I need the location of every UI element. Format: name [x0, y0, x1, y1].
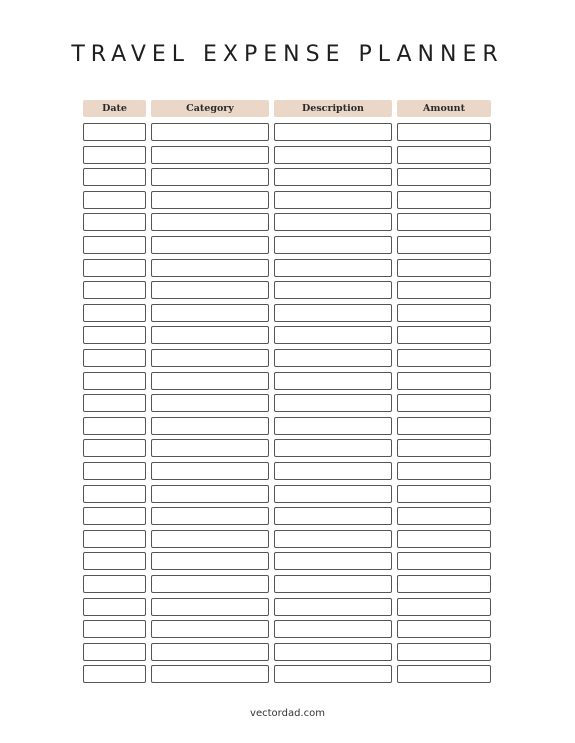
amount-field[interactable] [397, 462, 491, 480]
description-field[interactable] [274, 552, 392, 570]
date-field[interactable] [83, 552, 146, 570]
table-row [0, 575, 575, 593]
category-field[interactable] [151, 168, 269, 186]
amount-field[interactable] [397, 281, 491, 299]
description-field[interactable] [274, 507, 392, 525]
category-field[interactable] [151, 146, 269, 164]
category-field[interactable] [151, 123, 269, 141]
amount-field[interactable] [397, 507, 491, 525]
date-field[interactable] [83, 304, 146, 322]
amount-field[interactable] [397, 146, 491, 164]
table-row [0, 507, 575, 525]
description-field[interactable] [274, 620, 392, 638]
description-field[interactable] [274, 417, 392, 435]
description-field[interactable] [274, 123, 392, 141]
category-field[interactable] [151, 372, 269, 390]
amount-field[interactable] [397, 552, 491, 570]
table-row [0, 372, 575, 390]
description-field[interactable] [274, 439, 392, 457]
amount-field[interactable] [397, 349, 491, 367]
date-field[interactable] [83, 168, 146, 186]
amount-field[interactable] [397, 191, 491, 209]
amount-field[interactable] [397, 530, 491, 548]
column-header-amount: Amount [397, 100, 491, 117]
amount-field[interactable] [397, 304, 491, 322]
date-field[interactable] [83, 259, 146, 277]
description-field[interactable] [274, 259, 392, 277]
date-field[interactable] [83, 372, 146, 390]
table-row [0, 598, 575, 616]
date-field[interactable] [83, 598, 146, 616]
category-field[interactable] [151, 394, 269, 412]
table-row [0, 191, 575, 209]
description-field[interactable] [274, 168, 392, 186]
category-field[interactable] [151, 530, 269, 548]
description-field[interactable] [274, 665, 392, 683]
category-field[interactable] [151, 620, 269, 638]
date-field[interactable] [83, 643, 146, 661]
amount-field[interactable] [397, 575, 491, 593]
date-field[interactable] [83, 575, 146, 593]
date-field[interactable] [83, 620, 146, 638]
date-field[interactable] [83, 123, 146, 141]
category-field[interactable] [151, 213, 269, 231]
table-row [0, 462, 575, 480]
amount-field[interactable] [397, 485, 491, 503]
table-row [0, 304, 575, 322]
date-field[interactable] [83, 417, 146, 435]
description-field[interactable] [274, 394, 392, 412]
category-field[interactable] [151, 191, 269, 209]
table-row [0, 417, 575, 435]
table-row [0, 643, 575, 661]
description-field[interactable] [274, 643, 392, 661]
table-row [0, 123, 575, 141]
description-field[interactable] [274, 146, 392, 164]
category-field[interactable] [151, 349, 269, 367]
category-field[interactable] [151, 326, 269, 344]
date-field[interactable] [83, 462, 146, 480]
description-field[interactable] [274, 191, 392, 209]
amount-field[interactable] [397, 620, 491, 638]
description-field[interactable] [274, 462, 392, 480]
category-field[interactable] [151, 575, 269, 593]
table-header [0, 100, 575, 117]
category-field[interactable] [151, 507, 269, 525]
table-row [0, 439, 575, 457]
table-row [0, 620, 575, 638]
date-field[interactable] [83, 326, 146, 344]
date-field[interactable] [83, 394, 146, 412]
table-row [0, 213, 575, 231]
description-field[interactable] [274, 326, 392, 344]
description-field[interactable] [274, 598, 392, 616]
date-field[interactable] [83, 439, 146, 457]
description-field[interactable] [274, 485, 392, 503]
date-field[interactable] [83, 530, 146, 548]
table-row [0, 485, 575, 503]
amount-field[interactable] [397, 417, 491, 435]
table-row [0, 665, 575, 683]
column-header-category: Category [151, 100, 269, 117]
amount-field[interactable] [397, 213, 491, 231]
date-field[interactable] [83, 191, 146, 209]
page-title: TRAVEL EXPENSE PLANNER [71, 42, 504, 67]
amount-field[interactable] [397, 168, 491, 186]
category-field[interactable] [151, 304, 269, 322]
table-row [0, 146, 575, 164]
category-field[interactable] [151, 485, 269, 503]
footer-site: vectordad.com [250, 708, 325, 719]
column-header-description: Description [274, 100, 392, 117]
description-field[interactable] [274, 213, 392, 231]
category-field[interactable] [151, 439, 269, 457]
description-field[interactable] [274, 372, 392, 390]
table-row [0, 259, 575, 277]
amount-field[interactable] [397, 394, 491, 412]
table-row [0, 349, 575, 367]
date-field[interactable] [83, 146, 146, 164]
date-field[interactable] [83, 281, 146, 299]
amount-field[interactable] [397, 439, 491, 457]
table-row [0, 281, 575, 299]
description-field[interactable] [274, 236, 392, 254]
amount-field[interactable] [397, 123, 491, 141]
category-field[interactable] [151, 236, 269, 254]
category-field[interactable] [151, 417, 269, 435]
category-field[interactable] [151, 665, 269, 683]
date-field[interactable] [83, 507, 146, 525]
amount-field[interactable] [397, 598, 491, 616]
description-field[interactable] [274, 575, 392, 593]
amount-field[interactable] [397, 326, 491, 344]
category-field[interactable] [151, 259, 269, 277]
category-field[interactable] [151, 598, 269, 616]
date-field[interactable] [83, 665, 146, 683]
date-field[interactable] [83, 349, 146, 367]
table-row [0, 394, 575, 412]
category-field[interactable] [151, 462, 269, 480]
table-row [0, 552, 575, 570]
amount-field[interactable] [397, 665, 491, 683]
description-field[interactable] [274, 281, 392, 299]
date-field[interactable] [83, 485, 146, 503]
amount-field[interactable] [397, 259, 491, 277]
date-field[interactable] [83, 236, 146, 254]
category-field[interactable] [151, 281, 269, 299]
column-header-date: Date [83, 100, 146, 117]
description-field[interactable] [274, 349, 392, 367]
table-row [0, 530, 575, 548]
description-field[interactable] [274, 304, 392, 322]
description-field[interactable] [274, 530, 392, 548]
table-row [0, 326, 575, 344]
category-field[interactable] [151, 552, 269, 570]
category-field[interactable] [151, 643, 269, 661]
table-row [0, 236, 575, 254]
amount-field[interactable] [397, 643, 491, 661]
table-row [0, 168, 575, 186]
amount-field[interactable] [397, 236, 491, 254]
date-field[interactable] [83, 213, 146, 231]
amount-field[interactable] [397, 372, 491, 390]
